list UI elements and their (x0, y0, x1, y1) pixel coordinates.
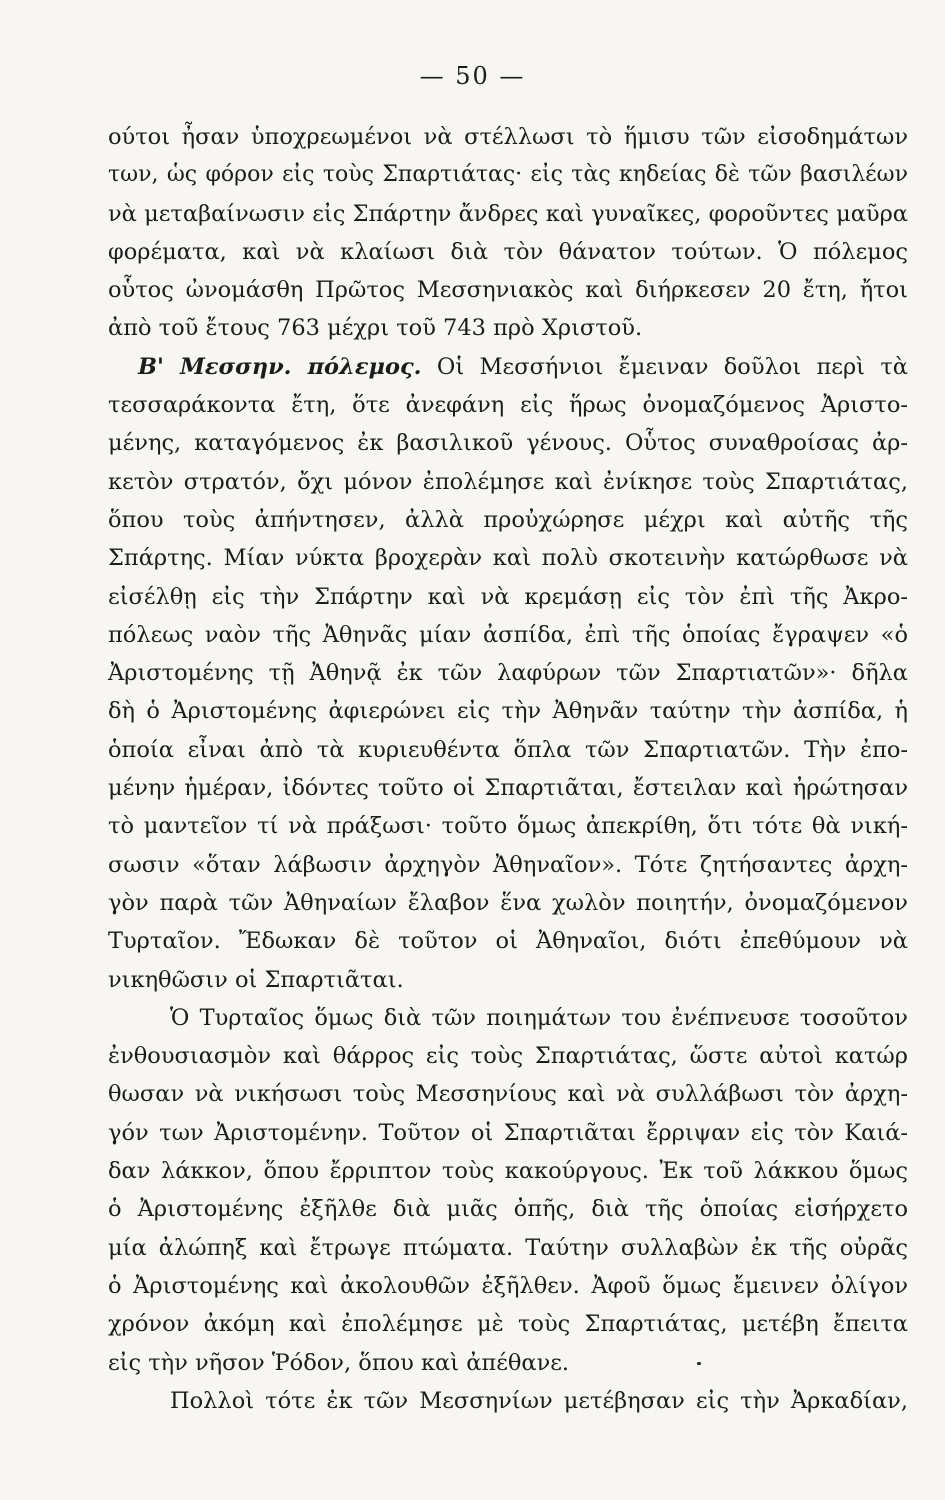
text-line: Τυρταῖον. Ἔδωκαν δὲ τοῦτον οἱ Ἀθηναῖοι, διότι ἐπεθύμουν νὰ (108, 928, 908, 955)
text-line: ούτοι ἦσαν ὑποχρεωμένοι νὰ στέλλωσι τὸ ἥμισυ τῶν εἰσοδημάτων (108, 124, 908, 150)
text-line: μία ἀλώπηξ καὶ ἔτρωγε πτώματα. Ταύτην συλλαβὼν ἐκ τῆς οὐρᾶς (108, 1234, 908, 1261)
text-line: των, ὡς φόρον εἰς τοὺς Σπαρτιάτας· εἰς τὰς κηδείας δὲ τῶν βασιλέων (108, 162, 908, 188)
text-run: Οἱ Μεσσήνιοι ἔμειναν δοῦλοι περὶ τὰ (436, 353, 909, 380)
text-line: μένης, καταγόμενος ἐκ βασιλικοῦ γένους. Οὗτος συναθροίσας ἀρ- (108, 430, 908, 457)
text-line: ὁποία εἶναι ἀπὸ τὰ κυριευθέντα ὅπλα τῶν Σπαρτιατῶν. Τὴν ἐπο- (108, 736, 908, 763)
text-line: Ἀριστομένης τῇ Ἀθηνᾷ ἐκ τῶν λαφύρων τῶν Σπαρτιατῶν»· δῆλα (108, 660, 908, 687)
text-line: ἐνθουσιασμὸν καὶ θάρρος εἰς τοὺς Σπαρτιάτας, ὥστε αὐτοὶ κατώρ (108, 1043, 908, 1070)
text-line (108, 348, 908, 386)
ink-speck (697, 1362, 701, 1365)
text-line: Ὁ Τυρταῖος ὅμως διὰ τῶν ποιημάτων του ἐνέπνευσε τοσοῦτον (170, 1004, 908, 1031)
text-line: θωσαν νὰ νικήσωσι τοὺς Μεσσηνίους καὶ νὰ συλλάβωσι τὸν ἀρχη- (108, 1081, 908, 1108)
text-line: Σπάρτης. Μίαν νύκτα βροχερὰν καὶ πολὺ σκοτεινὴν κατώρθωσε νὰ (108, 545, 908, 572)
text-line: κετὸν στρατόν, ὄχι μόνον ἐπολέμησε καὶ ἐνίκησε τοὺς Σπαρτιάτας, (108, 468, 908, 495)
body-text (108, 118, 908, 1420)
text-line: Πολλοὶ τότε ἐκ τῶν Μεσσηνίων μετέβησαν εἰς τὴν Ἀρκαδίαν, (170, 1387, 908, 1414)
page-number: — 50 — (419, 62, 526, 90)
text-line: νὰ μεταβαίνωσιν εἰς Σπάρτην ἄνδρες καὶ γυναῖκες, φοροῦντες μαῦρα (108, 200, 908, 227)
text-line: δαν λάκκον, ὅπου ἔρριπτον τοὺς κακούργους. Ἐκ τοῦ λάκκου ὅμως (108, 1158, 908, 1185)
text-line: χρόνον ἀκόμη καὶ ἐπολέμησε μὲ τοὺς Σπαρτιάτας, μετέβη ἔπειτα (108, 1311, 908, 1338)
text-line: εἰσέλθῃ εἰς τὴν Σπάρτην καὶ νὰ κρεμάσῃ εἰς τὸν ἐπὶ τῆς Ἀκρο- (108, 583, 908, 610)
text-line: τεσσαράκοντα ἔτη, ὅτε ἀνεφάνη εἰς ἥρως ὀνομαζόμενος Ἀριστο- (108, 392, 908, 419)
text-line: φορέματα, καὶ νὰ κλαίωσι διὰ τὸν θάνατον τούτων. Ὁ πόλεμος (108, 238, 908, 265)
text-line: τὸ μαντεῖον τί νὰ πράξωσι· τοῦτο ὅμως ἀπεκρίθη, ὅτι τότε θὰ νική- (108, 813, 908, 840)
text-line: ὅπου τοὺς ἀπήντησεν, ἀλλὰ προὐχώρησε μέχρι καὶ αὐτῆς τῆς (108, 506, 908, 533)
text-line: ἀπὸ τοῦ ἔτους 763 μέχρι τοῦ 743 πρὸ Χριστοῦ. (108, 315, 643, 342)
text-line: δὴ ὁ Ἀριστομένης ἀφιερώνει εἰς τὴν Ἀθηνᾶν ταύτην τὴν ἀσπίδα, ἡ (108, 698, 908, 725)
text-line: γόν των Ἀριστομένην. Τοῦτον οἱ Σπαρτιᾶται ἔρριψαν εἰς τὸν Καιά- (108, 1119, 908, 1146)
text-line: σωσιν «ὅταν λάβωσιν ἀρχηγὸν Ἀθηναῖον». Τότε ζητήσαντες ἀρχη- (108, 851, 908, 878)
section-heading: Β' Μεσσην. πόλεμος. (138, 353, 422, 380)
text-line: νικηθῶσιν οἱ Σπαρτιᾶται. (108, 966, 404, 993)
text-line: οὗτος ὠνομάσθη Πρῶτος Μεσσηνιακὸς καὶ διήρκεσεν 20 ἔτη, ἤτοι (108, 277, 908, 304)
text-line: γὸν παρὰ τῶν Ἀθηναίων ἔλαβον ἕνα χωλὸν ποιητήν, ὀνομαζόμενον (108, 889, 908, 916)
text-line: εἰς τὴν νῆσον Ῥόδον, ὅπου καὶ ἀπέθανε. (108, 1349, 570, 1376)
text-line: μένην ἡμέραν, ἰδόντες τοῦτο οἱ Σπαρτιᾶται, ἔστειλαν καὶ ἠρώτησαν (108, 775, 908, 802)
text-line: ὁ Ἀριστομένης καὶ ἀκολουθῶν ἐξῆλθεν. Ἀφοῦ ὅμως ἔμεινεν ὀλίγον (108, 1272, 908, 1299)
text-line: πόλεως ναὸν τῆς Ἀθηνᾶς μίαν ἀσπίδα, ἐπὶ τῆς ὁποίας ἔγραψεν «ὁ (108, 621, 908, 648)
text-line: ὁ Ἀριστομένης ἐξῆλθε διὰ μιᾶς ὀπῆς, διὰ τῆς ὁποίας εἰσήρχετο (108, 1196, 908, 1223)
